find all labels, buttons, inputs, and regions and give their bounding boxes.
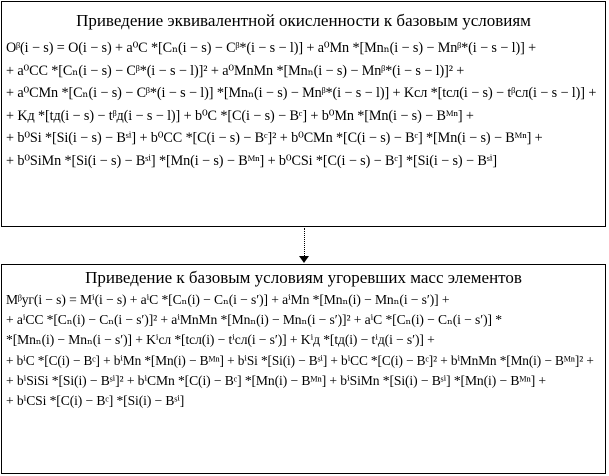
- formula-line: + bⁱSiSi *[Si(i) − Bˢⁱ]² + bⁱCMn *[C(i) − Bᶜ] *[Mn(i) − Bᴹⁿ] + bⁱSiMn *[Si(i) − Bˢⁱ] *[Mn(i) − Bᴹⁿ] +: [6, 372, 546, 388]
- flow-connector: [304, 228, 305, 258]
- formula-line: + b⁰Si *[Si(i − s) − Bˢⁱ] + b⁰CC *[C(i − s) − Bᶜ]² + b⁰CMn *[C(i − s) − Bᶜ] *[Mn(i − s) − Bᴹⁿ] +: [6, 130, 543, 146]
- panel-title: Приведение к базовым условиям угоревших масс элементов: [85, 268, 522, 287]
- formula-line: + aⁱCC *[Cₙ(i) − Cₙ(i − s′)]² + aⁱMnMn *[Mnₙ(i) − Mnₙ(i − s′)]² + aⁱC *[Cₙ(i) − Cₙ(i − s′)] *: [6, 312, 502, 328]
- formula-line: + a⁰CC *[Cₙ(i − s) − Cᵝ*(i − s − l)]² + a⁰MnMn *[Mnₙ(i − s) − Mnᵝ*(i − s − l)]² +: [6, 62, 465, 79]
- equivalent-oxidation-panel: [1, 1, 606, 227]
- formula-line: + Kд *[tд(i − s) − tᵝд(i − s − l)] + b⁰C *[C(i − s) − Bᶜ] + b⁰Mn *[Mn(i − s) − Bᴹⁿ] +: [6, 107, 474, 124]
- formula-lines: [2, 290, 605, 411]
- formula-line: + bⁱC *[C(i) − Bᶜ] + bⁱMn *[Mn(i) − Bᴹⁿ] + bⁱSi *[Si(i) − Bˢⁱ] + bⁱCC *[C(i) − Bᶜ]² + bⁱMnMn *[Mn(i) − Bᴹⁿ]² +: [6, 352, 594, 368]
- formula-line: + b⁰SiMn *[Si(i − s) − Bˢⁱ] *[Mn(i − s) − Bᴹⁿ] + b⁰CSi *[C(i − s) − Bᶜ] *[Si(i − s) − Bˢⁱ]: [6, 152, 497, 169]
- burnt-mass-panel: [1, 264, 606, 474]
- formula-line: Mᵝуг(i − s) = Mⁱ(i − s) + aⁱC *[Cₙ(i) − Cₙ(i − s′)] + aⁱMn *[Mnₙ(i) − Mnₙ(i − s′)] +: [6, 292, 450, 307]
- formula-line: Oᵝ(i − s) = O(i − s) + a⁰C *[Cₙ(i − s) − Cᵝ*(i − s − l)] + a⁰Mn *[Mnₙ(i − s) − Mnᵝ*(i − s − l)] +: [6, 40, 537, 56]
- formula-line: *[Mnₙ(i) − Mnₙ(i − s′)] + Kⁱсл *[tсл(i) − tⁱсл(i − s′)] + Kⁱд *[tд(i) − tⁱд(i − s′)] +: [6, 332, 435, 348]
- arrow-down-icon: [299, 256, 309, 263]
- formula-lines: [2, 37, 605, 172]
- panel-title: Приведение эквивалентной окисленности к базовым условиям: [76, 11, 531, 30]
- formula-line: + a⁰CMn *[Cₙ(i − s) − Cᵝ*(i − s − l)] *[Mnₙ(i − s) − Mnᵝ*(i − s − l)] + Kсл *[tсл(i − s) − tᵝсл(i − s − l)] +: [6, 85, 597, 101]
- formula-line: + bⁱCSi *[C(i) − Bᶜ] *[Si(i) − Bˢⁱ]: [6, 392, 185, 408]
